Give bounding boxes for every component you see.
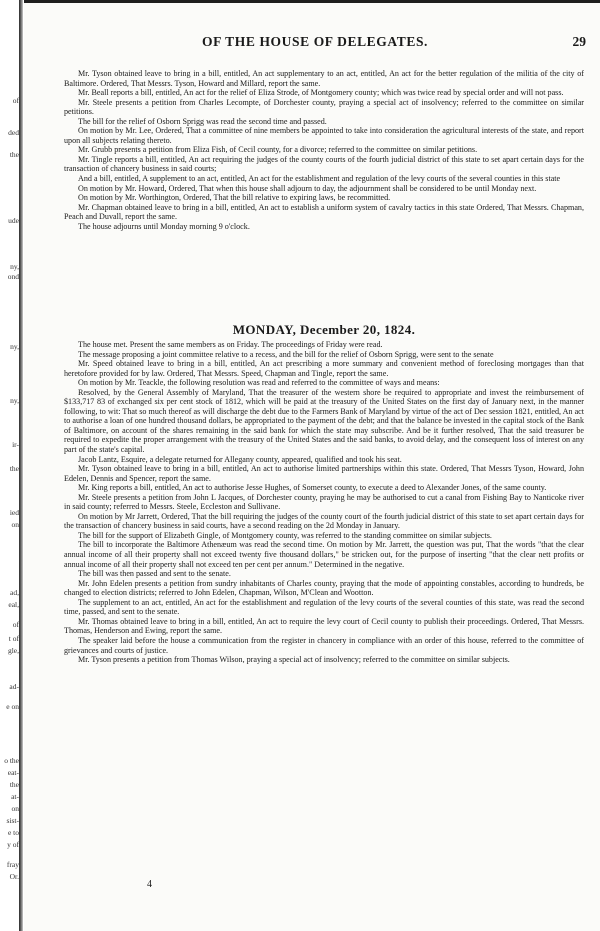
proceedings-block-monday [64,340,584,665]
paragraph: Mr. Chapman obtained leave to bring in a bill, entitled, An act to establish a uniform system of cavalry tactics in this state Ordered, That Messrs. Chapman, Peach and Duvall, report the same. [64,202,584,222]
paragraph: The speaker laid before the house a communication from the register in chancery in compliance with an order of this house, referred to the committee of grievances and courts of justice. [64,635,584,655]
paragraph: Mr. Tingle reports a bill, entitled, An act requiring the judges of the county courts of the fourth judicial district of this state to set apart certain days for the transaction of chancery business in said courts; [64,154,584,174]
gutter-fragment: eal, [8,600,19,609]
gutter-fragment: of [12,620,19,629]
paragraph: On motion by Mr. Worthington, Ordered, That the bill relative to expiring laws, be recommitted. [78,193,391,203]
proceedings-block-friday [64,69,584,231]
paragraph: On motion by Mr. Howard, Ordered, That when this house shall adjourn to day, the adjournment shall be considered to be until Monday next. [78,183,537,193]
paragraph: The bill to incorporate the Baltimore Athenæum was read the second time. On motion by Mr. Jarrett, the question was put, That the words "that the clear annual income of all their property shall not exceed twenty five thousand dollars," be stricken out, for the purpose of inserting "that the clear nett profits or annual income of all their property shall not exceed ten per cent per annum." Determined in the negative. [64,540,584,569]
page-number: 29 [572,34,586,49]
paragraph: On motion by Mr Jarrett, Ordered, That the bill requiring the judges of the county court of the fourth judicial district of this state to set apart certain days for the transaction of chancery business in said courts, have a second reading on the 2d Monday in January. [64,511,584,531]
gutter-fragment: fray [6,860,19,869]
paragraph: Mr. King reports a bill, entitled, An act to authorise Jesse Hughes, of Somerset county, to execute a deed to Alexander Jones, of the same county. [78,483,547,493]
paragraph: The house adjourns until Monday morning 9 o'clock. [78,221,250,231]
paragraph: Mr. Steele presents a petition from Charles Lecompte, of Dorchester county, praying a special act of insolvency; referred to the committee on similar petitions. [64,97,584,117]
paragraph: The supplement to an act, entitled, An act for the establishment and regulation of the levy courts of the several counties of this state, was read the second time, passed, and sent to the senate. [64,597,584,617]
gutter-fragment: o the [4,756,19,765]
paragraph: Mr. Tyson presents a petition from Thomas Wilson, praying a special act of insolvency; referred to the committee on similar subjects. [78,655,510,665]
gutter-fragment: t of [8,634,19,643]
gutter-fragment: ied [9,508,19,517]
page-binding-edge [19,0,23,931]
paragraph: Mr. Steele presents a petition from John L Jacques, of Dorchester county, praying he may be authorised to cut a canal from Fishing Bay to Nanticoke river in said county; referred to Messrs. Steele, Eccleston and Sullivane. [64,492,584,512]
paragraph: On motion by Mr. Lee, Ordered, That a committee of nine members be appointed to take into consideration the agricultural interests of the state, and report upon all subjects relating thereto. [64,126,584,145]
paragraph: The bill was then passed and sent to the senate. [78,569,231,579]
gutter-fragment: ir- [12,440,19,449]
gutter-fragment: ny, [10,262,19,271]
gutter-fragment: of [12,96,19,105]
gutter-fragment: sist- [6,816,19,825]
gutter-fragment: e on [6,702,19,711]
section-heading-date: MONDAY, December 20, 1824. [232,322,416,337]
paragraph: Mr. Speed obtained leave to bring in a bill, entitled, An act prescribing a more summary and convenient method of foreclosing mortgages than that heretofore provided for by law. Ordered, That Messrs. Speed, Chapman and Tingle, report the same. [64,359,584,378]
gutter-fragment: ude [8,216,19,225]
paragraph: The bill for the support of Elizabeth Gingle, of Montgomery county, was referred to the standing committee on similar subjects. [78,530,492,540]
paragraph: Resolved, by the General Assembly of Maryland, That the treasurer of the western shore be required to appropriate and invest the reimbursement of $133,717 83 of exchanged six per cent stock of 1812, which will be paid at the treasury of the United States on the first day of January next, in the manner following, to wit: That so much thereof as will discharge the debt due to the Farmers Bank of Maryland by virtue of the act of Dec session 1821, entitled, An act to authorise a loan of one hundred thousand dollars, be appropriated to the payment of the debt; and that the balance be invested in the capital stock of the Bank of Baltimore, on account of the shares remaining in the said bank for which the state may subscribe. And be it further resolved, That the said treasurer be required to expedite the proper arrangement with the treasury of the United States and the said banks, to avoid delay, and the consequent loss of interest on any part of the state's capital. [64,387,584,455]
gutter-fragment: ded [8,128,19,137]
paragraph: Mr. Beall reports a bill, entitled, An act for the relief of Eliza Strode, of Montgomery county; which was twice read by special order and will not pass. [78,88,564,98]
paragraph: On motion by Mr. Teackle, the following resolution was read and referred to the committee of ways and means: [78,378,440,388]
gutter-fragment: at- [11,792,19,801]
gutter-fragment: the [9,150,19,159]
paragraph: Mr. John Edelen presents a petition from sundry inhabitants of Charles county, praying that the mode of appointing constables, according to hundreds, be changed to election districts; referred to John Edelen, Chapman, Wilson, M'Clean and Wootton. [64,578,584,598]
gutter-fragment: y of [7,840,19,849]
gutter-fragment: ny, [10,342,19,351]
paragraph: Jacob Lantz, Esquire, a delegate returned for Allegany county, appeared, qualified and took his seat. [78,454,402,464]
gutter-fragment: ad, [10,588,19,597]
running-head-title: OF THE HOUSE OF DELEGATES. [202,34,429,49]
paragraph: Mr. Tyson obtained leave to bring in a bill, entitled, An act supplementary to an act, entitled, An act for the better regulation of the militia of the city of Baltimore. Ordered, That Messrs. Tyson, Howard and Millard, report the same. [64,69,584,88]
gutter-fragment: ad- [9,682,19,691]
paragraph: Mr. Thomas obtained leave to bring in a bill, entitled, An act to require the levy court of Cecil county to publish their proceedings. Ordered, That Messrs. Thomas, Henderson and Ewing, report the same. [64,616,584,636]
gutter-fragment: on [11,520,19,529]
gutter-fragment: Or. [9,872,19,881]
paragraph: And a bill, entitled, A supplement to an act, entitled, An act for the establishment and regulation of the levy courts of the several counties in this state [78,174,561,184]
gutter-fragment: eat- [7,768,19,777]
gutter-fragment: the [9,780,19,789]
gutter-fragment: gle, [7,646,19,655]
paragraph: Mr. Grubb presents a petition from Eliza Fish, of Cecil county, for a divorce; referred to the committee on similar petitions. [78,145,478,155]
paragraph: The message proposing a joint committee relative to a recess, and the bill for the relief of Osborn Sprigg, were sent to the senate [78,349,494,359]
gutter-fragment: the [9,464,19,473]
left-page-gutter [0,0,20,931]
gutter-fragment: e to [7,828,19,837]
gutter-fragment: ny, [10,396,19,405]
gutter-fragment: ond [7,272,19,281]
paragraph: The house met. Present the same members as on Friday. The proceedings of Friday were read. [78,340,383,349]
top-rule [24,0,600,3]
paragraph: Mr. Tyson obtained leave to bring in a bill, entitled, An act to authorise limited partnerships within this state. Ordered, That Messrs Tyson, Howard, John Edelen, Dennis and Spencer, report the same. [64,464,584,483]
running-head [50,34,586,52]
gutter-fragment: on [11,804,19,813]
signature-mark: 4 [147,879,152,890]
paragraph: The bill for the relief of Osborn Sprigg was read the second time and passed. [78,116,327,126]
